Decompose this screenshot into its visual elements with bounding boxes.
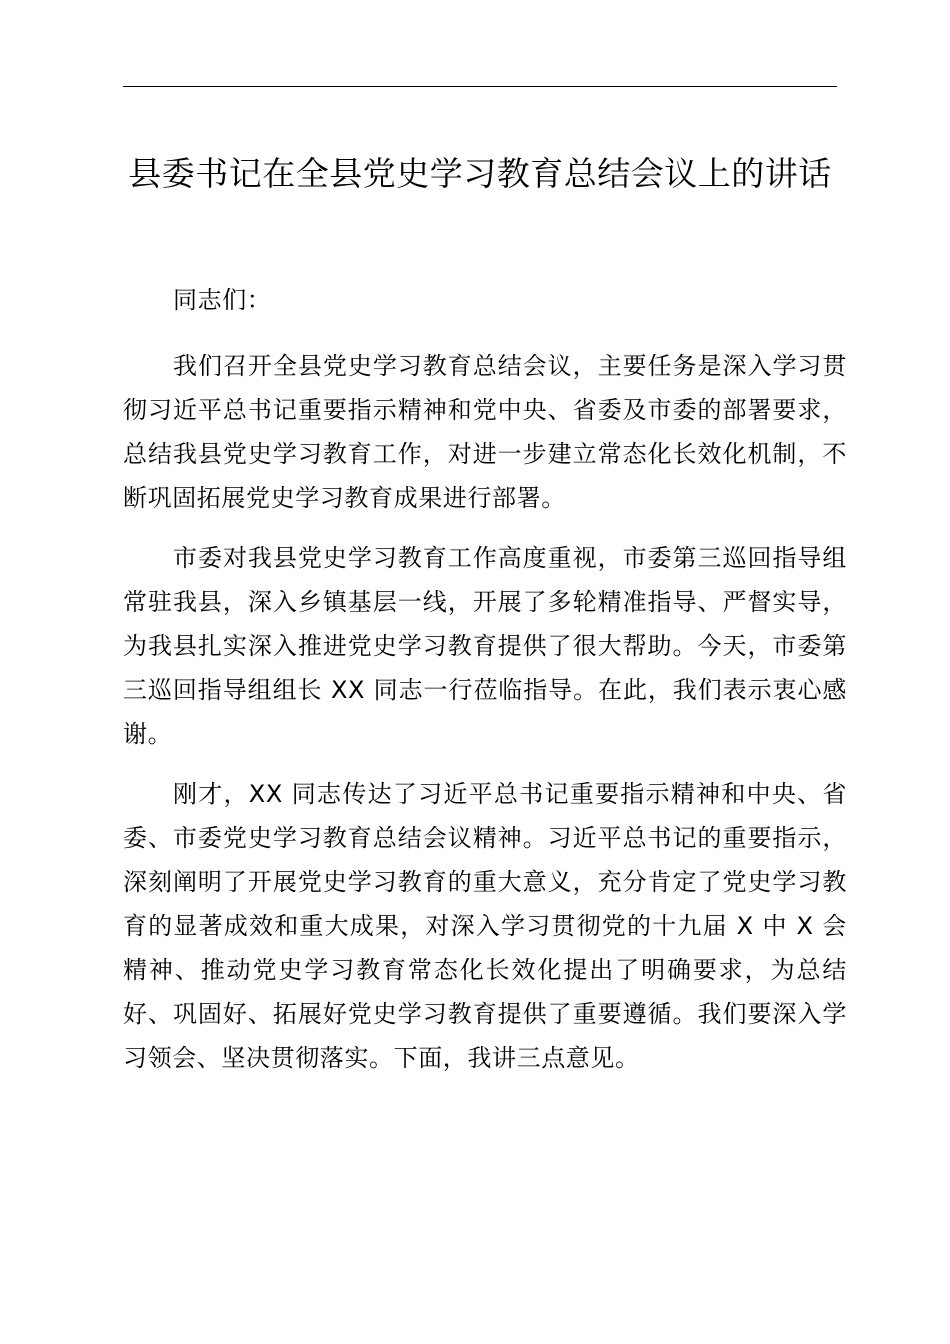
- paragraph-3: 刚才，XX 同志传达了习近平总书记重要指示精神和中央、省委、市委党史学习教育总结会议精神。习近平总书记的重要指示，深刻阐明了开展党史学习教育的重大意义，充分肯定了党史学习教育的显著成效和重大成果，对深入学习贯彻党的十九届 X 中 X 会精神、推动党史学习教育常态化长效化提出了明确要求，为总结好、巩固好、拓展好党史学习教育提供了重要遵循。我们要深入学习领会、坚决贯彻落实。下面，我讲三点意见。: [123, 780, 847, 1072]
- paragraph-1: 我们召开全县党史学习教育总结会议，主要任务是深入学习贯彻习近平总书记重要指示精神和党中央、省委及市委的部署要求，总结我县党史学习教育工作，对进一步建立常态化长效化机制，不断巩固拓展党史学习教育成果进行部署。: [123, 352, 847, 512]
- paragraph-2: 市委对我县党史学习教育工作高度重视，市委第三巡回指导组常驻我县，深入乡镇基层一线，开展了多轮精准指导、严督实导，为我县扎实深入推进党史学习教育提供了很大帮助。今天，市委第三巡回指导组组长 XX 同志一行莅临指导。在此，我们表示衷心感谢。: [123, 544, 847, 748]
- header-rule: [123, 86, 837, 87]
- salutation: 同志们：: [173, 286, 272, 314]
- document-title: 县委书记在全县党史学习教育总结会议上的讲话: [128, 154, 832, 193]
- document-body: [123, 278, 847, 1096]
